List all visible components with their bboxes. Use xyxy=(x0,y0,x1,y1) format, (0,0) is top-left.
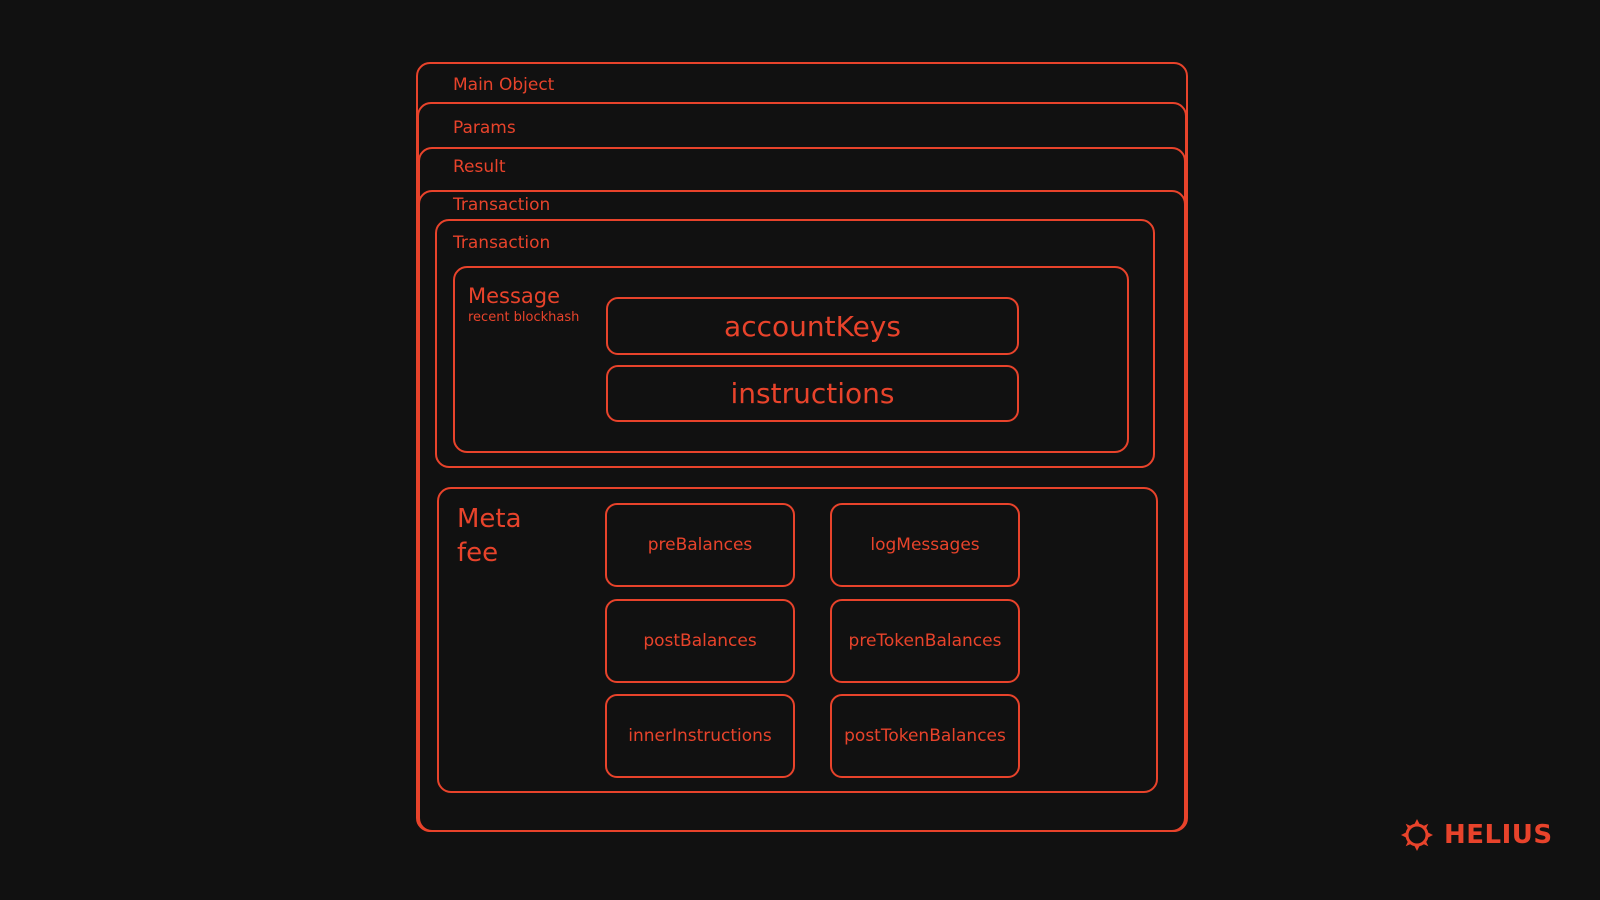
meta-frame xyxy=(437,487,1158,793)
meta-title xyxy=(457,502,522,570)
message-title: Message xyxy=(468,284,561,308)
helius-logo xyxy=(1400,818,1553,852)
inner-instructions-box: innerInstructions xyxy=(605,694,795,778)
log-messages-box: logMessages xyxy=(830,503,1020,587)
pre-token-balances-box: preTokenBalances xyxy=(830,599,1020,683)
transaction-inner-label: Transaction xyxy=(453,233,551,253)
instructions-box: instructions xyxy=(606,365,1019,422)
params-label: Params xyxy=(453,118,516,138)
meta-fee-line: fee xyxy=(457,538,499,568)
helius-sun-icon xyxy=(1400,818,1434,852)
post-balances-box: postBalances xyxy=(605,599,795,683)
main-object-label: Main Object xyxy=(453,75,555,95)
helius-logo-text: HELIUS xyxy=(1444,820,1553,850)
post-token-balances-box: postTokenBalances xyxy=(830,694,1020,778)
transaction-outer-label: Transaction xyxy=(453,195,551,215)
pre-balances-box: preBalances xyxy=(605,503,795,587)
account-keys-box: accountKeys xyxy=(606,297,1019,355)
message-subtitle: recent blockhash xyxy=(468,310,580,325)
result-label: Result xyxy=(453,157,506,177)
meta-title-line1: Meta xyxy=(457,504,522,534)
